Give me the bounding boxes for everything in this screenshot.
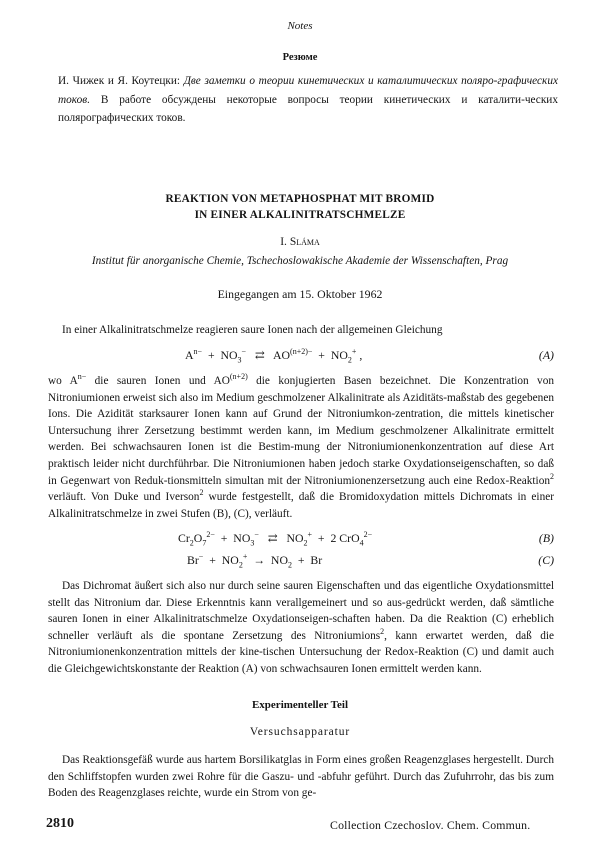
- running-header: Notes: [287, 20, 313, 32]
- resume-authors: И. Чижек и Я. Коутецки:: [58, 75, 181, 87]
- equation-a: $A^{n-} + NO_3^-$ ⇄ $AO^{(n+2)-} + NO_2^+$ ,: [185, 347, 363, 365]
- resume-heading: Резюме: [282, 52, 318, 63]
- equation-b-label: (B): [538, 531, 554, 545]
- paragraph-3: Das Reaktionsgefäß wurde aus hartem Borsilikatglas in Form eines großen Reagenzglases hergestellt. Durch den Schliffstopfen wurden zwei Rohre für die Gaszu- und -abfuhr geführt. Durch das Zufuhrrohr, das bis zum Boden des Reagenzglases reichte, wurde ein Strom von ge-: [48, 754, 554, 800]
- resume-text: [58, 72, 558, 128]
- resume-title: Две заметки о теории кинетических и каталитических поляро-графических токов.: [58, 75, 558, 106]
- equation-a-label: (A): [538, 348, 554, 362]
- subsection-heading: Versuchsapparatur: [249, 726, 351, 738]
- title-line-2: IN EINER ALKALINITRATSCHMELZE: [194, 209, 406, 221]
- section-heading: Experimenteller Teil: [251, 699, 349, 711]
- title-line-1: REAKTION VON METAPHOSPHAT MIT BROMID: [165, 193, 435, 205]
- intro-paragraph: In einer Alkalinitratschmelze reagieren saure Ionen nach der allgemeinen Gleichung: [62, 324, 443, 336]
- author: [0, 236, 600, 248]
- equation-c-label: (C): [538, 553, 554, 567]
- journal-name: Collection Czechoslov. Chem. Commun.: [330, 818, 531, 832]
- paragraph-2: Das Dichromat äußert sich also nur durch seine sauren Eigenschaften und das eigentliche Oxydationsmittel stellt das Nitronium dar. Diese Erkenntnis kann verallgemeinert und so aus-gedrückt werden, daß sämtliche sauren Ionen in einer Alkalinitratschmelze Oxydationseigen-schaften haben. Da die Reaktion (C) erheblich schneller verläuft als die spontane Zersetzung des Nitroniumions$^2$, kann erwartet werden, daß die Nitroniumionenkonzentration mittels der kine-tischen Untersuchung der Redox-Reaktion (C) und damit auch die Gleichgewichtskonstante der Reaktion (A) von schwachsauren Ionen ermittelt werden kann.: [48, 580, 555, 675]
- resume-body: В работе обсуждены некоторые вопросы теории кинетических и каталити-ческих полярографических токов.: [58, 93, 559, 124]
- equation-c: $Br^- + NO_2^+ \to NO_2 + Br$: [187, 552, 323, 570]
- equation-b: $Cr_2O_7^{2-} + NO_3^-$ ⇄ $NO_2^+ + 2$ CrO$_4^{2-}$: [178, 530, 373, 548]
- author-surname: Sláma: [289, 236, 320, 248]
- page-number: 2810: [46, 816, 74, 831]
- author-initial: I.: [280, 236, 287, 248]
- article-title: [0, 191, 600, 223]
- paragraph-1: wo $A^{n-}$ die sauren Ionen und $AO^{(n+2)}$ die konjugierten Basen bezeichnet. Die Konzentration von Nitroniumionen erweist sich also im Medium geschmolzener Alkalinitrate als Aziditäts-maßstab des gegebenen Ions. Die Azidität starksaurer Ionen kann auf Grund der Nitroniumkon-zentration, die mittels kinetischer Untersuchung ihrer Zersetzung bestimmt werden kann, im Medium geschmolzener Alkalinitrate ermittelt werden. Bei schwachsauren Ionen ist die Bestim-mung der Nitroniumionenkonzentration auf diese Art praktisch leider nicht durchführbar. Die Nitroniumionen haben jedoch starke Oxydationseigenschaften, so daß in Gegenwart von Reduk-tionsmitteln simultan mit der Nitroniumionenzersetzung auch eine Redox-Reaktion$^2$ verläuft. Von Duke und Iverson$^2$ wurde festgestellt, daß die Bromidoxydation mittels Dichromats in einer Alkalinitratschmelze in zwei Stufen (B), (C), verläuft.: [48, 372, 555, 520]
- received-date: Eingegangen am 15. Oktober 1962: [217, 287, 383, 301]
- affiliation: Institut für anorganische Chemie, Tschechoslowakische Akademie der Wissenschaften, Prag: [91, 255, 509, 267]
